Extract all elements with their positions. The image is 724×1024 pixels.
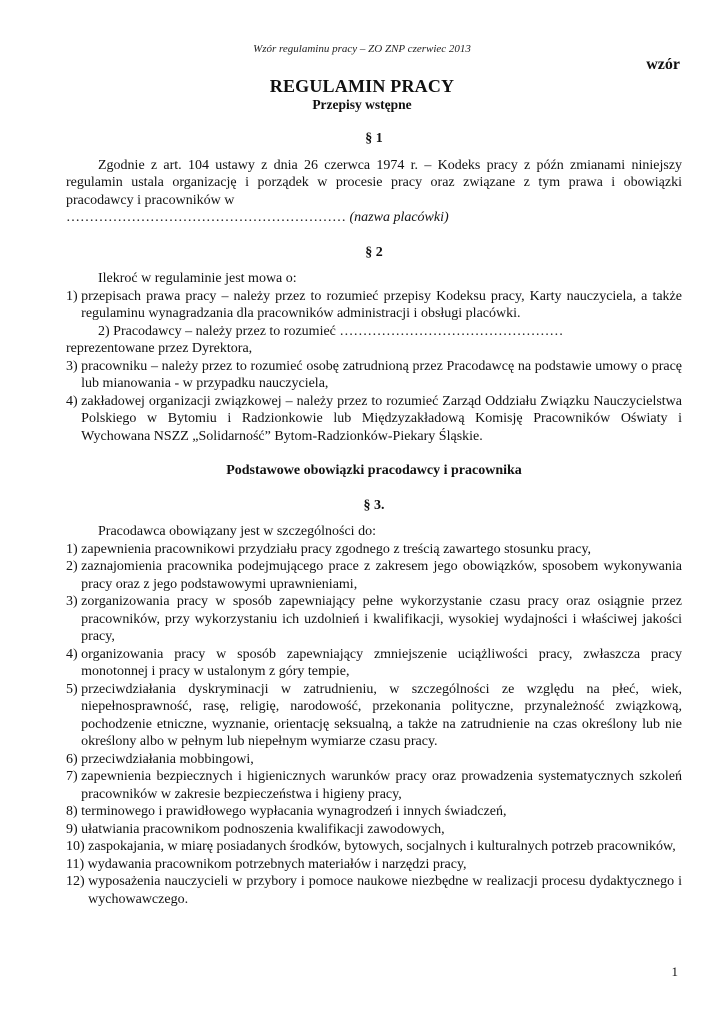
list-number: 3) xyxy=(66,358,82,374)
list-number: 9) xyxy=(66,821,82,837)
list-item xyxy=(66,558,682,593)
list-item xyxy=(66,856,682,874)
list-number: 1) xyxy=(66,541,82,557)
list-text: przeciwdziałania mobbingowi, xyxy=(81,751,254,767)
list-item xyxy=(66,821,682,839)
list-text: przepisach prawa pracy – należy przez to rozumieć przepisy Kodeksu pracy, Karty nauczyciela, a także regulaminu wynagradzania dla pracowników administracji i obsługi placówki. xyxy=(81,288,682,321)
list-text: pracowniku – należy przez to rozumieć osobę zatrudnioną przez Pracodawcę na podstawie umowy o pracę lub mianowania - w przypadku nauczyciela, xyxy=(81,358,682,391)
list-text: zaznajomienia pracownika podejmującego prace z zakresem jego obowiązków, sposobem wykonywania pracy oraz z jego podstawowymi uprawnieniami, xyxy=(81,559,682,592)
placeholder-hint: (nazwa placówki) xyxy=(349,210,449,225)
list-item xyxy=(66,873,682,908)
list-continuation: reprezentowane przez Dyrektora, xyxy=(66,341,253,356)
section-mark-1: § 1 xyxy=(365,131,383,146)
section-3-intro: Pracodawca obowiązany jest w szczególności do: xyxy=(98,524,376,539)
list-text: przeciwdziałania dyskryminacji w zatrudnieniu, w szczególności ze względu na płeć, wiek, niepełnosprawność, rasę, religię, narodowość, przekonania polityczne, przynależność związkową, pochodzenie etniczne, wyznanie, orientację seksualną, a także na zatrudnienie na czas określony lub nie określony albo w pełnym lub niepełnym wymiarze czasu pracy. xyxy=(81,681,682,749)
document-body xyxy=(66,130,682,908)
list-text: wydawania pracownikom potrzebnych materiałów i narzędzi pracy, xyxy=(87,856,467,872)
list-number: 11) xyxy=(66,856,88,872)
list-text: zapewnienia bezpiecznych i higienicznych warunków pracy oraz prowadzenia systematycznych szkoleń pracowników w zakresie bezpieczeństwa i higieny pracy, xyxy=(81,769,682,802)
list-number: 2) xyxy=(98,323,114,339)
list-text: zapewnienia pracownikowi przydziału pracy zgodnego z treścią zawartego stosunku pracy, xyxy=(81,541,592,557)
list-text: wyposażenia nauczycieli w przybory i pomoce naukowe niezbędne w realizacji procesu dydaktycznego i wychowawczego. xyxy=(88,874,682,907)
list-item xyxy=(66,323,682,341)
document-subtitle: Przepisy wstępne xyxy=(312,97,412,112)
list-item xyxy=(66,803,682,821)
list-item xyxy=(66,393,682,446)
list-number: 5) xyxy=(66,681,82,697)
list-item xyxy=(66,681,682,751)
list-number: 6) xyxy=(66,751,82,767)
list-item xyxy=(66,751,682,769)
placeholder-line xyxy=(66,209,682,227)
section-mark-3: § 3. xyxy=(363,497,385,513)
list-number: 4) xyxy=(66,646,82,662)
list-number: 3) xyxy=(66,594,82,609)
list-text: organizowania pracy w sposób zapewniający zmniejszenie uciążliwości pracy, zwłaszcza pracy monotonnej i pracy w ustalonym z góry tempie, xyxy=(81,646,682,679)
list-number: 7) xyxy=(66,769,82,784)
list-item xyxy=(66,838,682,856)
list-item xyxy=(66,541,682,559)
paragraph-1-text: Zgodnie z art. 104 ustawy z dnia 26 czerwca 1974 r. – Kodeks pracy z późn zmianami niniejszy regulamin ustala organizację i porządek w procesie pracy oraz związane z tym prawa i obowiązki pracodawcy i pracowników w xyxy=(66,157,682,208)
list-text: terminowego i prawidłowego wypłacania wynagrodzeń i innych świadczeń, xyxy=(81,804,507,819)
paragraph-1 xyxy=(66,157,682,210)
list-text: zaspokajania, w miarę posiadanych środków, bytowych, socjalnych i kulturalnych potrzeb pracowników, xyxy=(88,839,676,854)
placeholder-dots: …………………………………………………… xyxy=(66,210,350,225)
page-number: 1 xyxy=(671,964,678,979)
list-item xyxy=(66,288,682,323)
list-text: zorganizowania pracy w sposób zapewniający pełne wykorzystanie czasu pracy oraz osiągnie przez pracowników, przy wykorzystaniu ich uzdolnień i kwalifikacji, wysokiej wydajności i właściwej jakości pracy, xyxy=(81,594,682,644)
list-number: 12) xyxy=(66,874,89,889)
list-number: 10) xyxy=(66,839,89,854)
section-heading: Podstawowe obowiązki pracodawcy i pracownika xyxy=(226,463,522,478)
list-number: 1) xyxy=(66,288,82,304)
running-header: Wzór regulaminu pracy – ZO ZNP czerwiec 2013 xyxy=(253,43,471,55)
section-mark-2: § 2 xyxy=(365,244,383,260)
document-title: REGULAMIN PRACY xyxy=(269,76,455,96)
list-text: zakładowej organizacji związkowej – należy przez to rozumieć Zarząd Oddziału Związku Nauczycielstwa Polskiego w Bytomiu i Radzionkowie lub Międzyzakładową Komisję Pracowników Oświaty i Wychowana NSZZ „Solidarność” Bytom-Radzionków-Piekary Śląskie. xyxy=(81,393,682,444)
list-number: 4) xyxy=(66,393,82,409)
list-item xyxy=(66,358,682,393)
section-2-intro: Ilekroć w regulaminie jest mowa o: xyxy=(98,271,297,286)
list-number: 2) xyxy=(66,559,82,574)
list-text: Pracodawcy – należy przez to rozumieć ………………………………………… xyxy=(113,323,564,339)
list-item xyxy=(66,768,682,803)
template-label: wzór xyxy=(646,56,680,73)
list-item xyxy=(66,646,682,681)
list-number: 8) xyxy=(66,804,82,819)
list-text: ułatwiania pracownikom podnoszenia kwalifikacji zawodowych, xyxy=(81,821,445,837)
list-item xyxy=(66,593,682,646)
